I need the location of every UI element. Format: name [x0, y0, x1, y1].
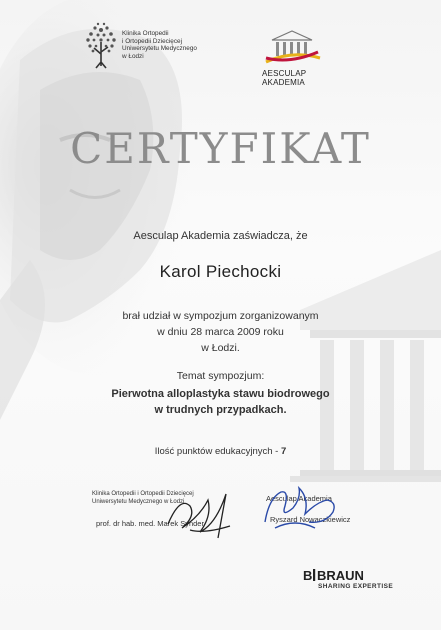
left-signatory-name: prof. dr hab. med. Marek Synder — [96, 519, 204, 528]
academy-name — [262, 69, 334, 87]
attendance-line: brał udział w sympozjum zorganizowanym — [122, 310, 319, 322]
topic-title — [0, 386, 441, 418]
recipient-name: Karol Piechocki — [159, 262, 282, 281]
stamp-line: Klinika Ortopedii i Ortopedii Dziecięcej — [92, 491, 194, 497]
topic-line: Pierwotna alloplastyka stawu biodrowego — [111, 388, 330, 400]
clinic-line: Klinika Ortopedii — [122, 30, 169, 37]
stamp-line: Uniwersytetu Medycznego w Łodzi — [92, 498, 185, 505]
attendance-line: w dniu 28 marca 2009 roku — [157, 326, 284, 338]
clinic-line: w Łodzi — [122, 52, 144, 60]
brand-right: BRAUN — [317, 568, 364, 582]
points-value: 7 — [280, 446, 287, 457]
intro-text: Aesculap Akademia zaświadcza, że — [133, 230, 308, 242]
certificate-title: CERTYFIKAT — [70, 124, 371, 173]
bbraun-logo-icon — [303, 568, 383, 582]
brand-left: B — [303, 568, 313, 582]
education-points — [0, 446, 441, 457]
academy-line: AESCULAP — [262, 69, 307, 78]
left-signature — [160, 486, 240, 546]
right-signatory-org: Aesculap Akademia — [266, 494, 332, 503]
academy-line: AKADEMIA — [262, 78, 305, 87]
attendance-text — [0, 308, 441, 356]
tree-logo-icon — [78, 18, 124, 70]
clinic-line: Uniwersytetu Medycznego — [122, 45, 197, 53]
right-signatory-name: Ryszard Nowaczkiewicz — [270, 515, 351, 524]
temple-logo-icon — [262, 28, 322, 68]
topic-label: Temat sympozjum: — [176, 370, 265, 382]
brand-tagline: SHARING EXPERTISE — [318, 583, 394, 590]
points-label: Ilość punktów edukacyjnych - — [154, 446, 279, 457]
attendance-line: w Łodzi. — [201, 342, 240, 354]
clinic-name — [122, 30, 242, 60]
clinic-line: i Ortopedii Dziecięcej — [122, 37, 183, 45]
right-signature — [255, 478, 345, 538]
topic-line: w trudnych przypadkach. — [154, 404, 287, 416]
